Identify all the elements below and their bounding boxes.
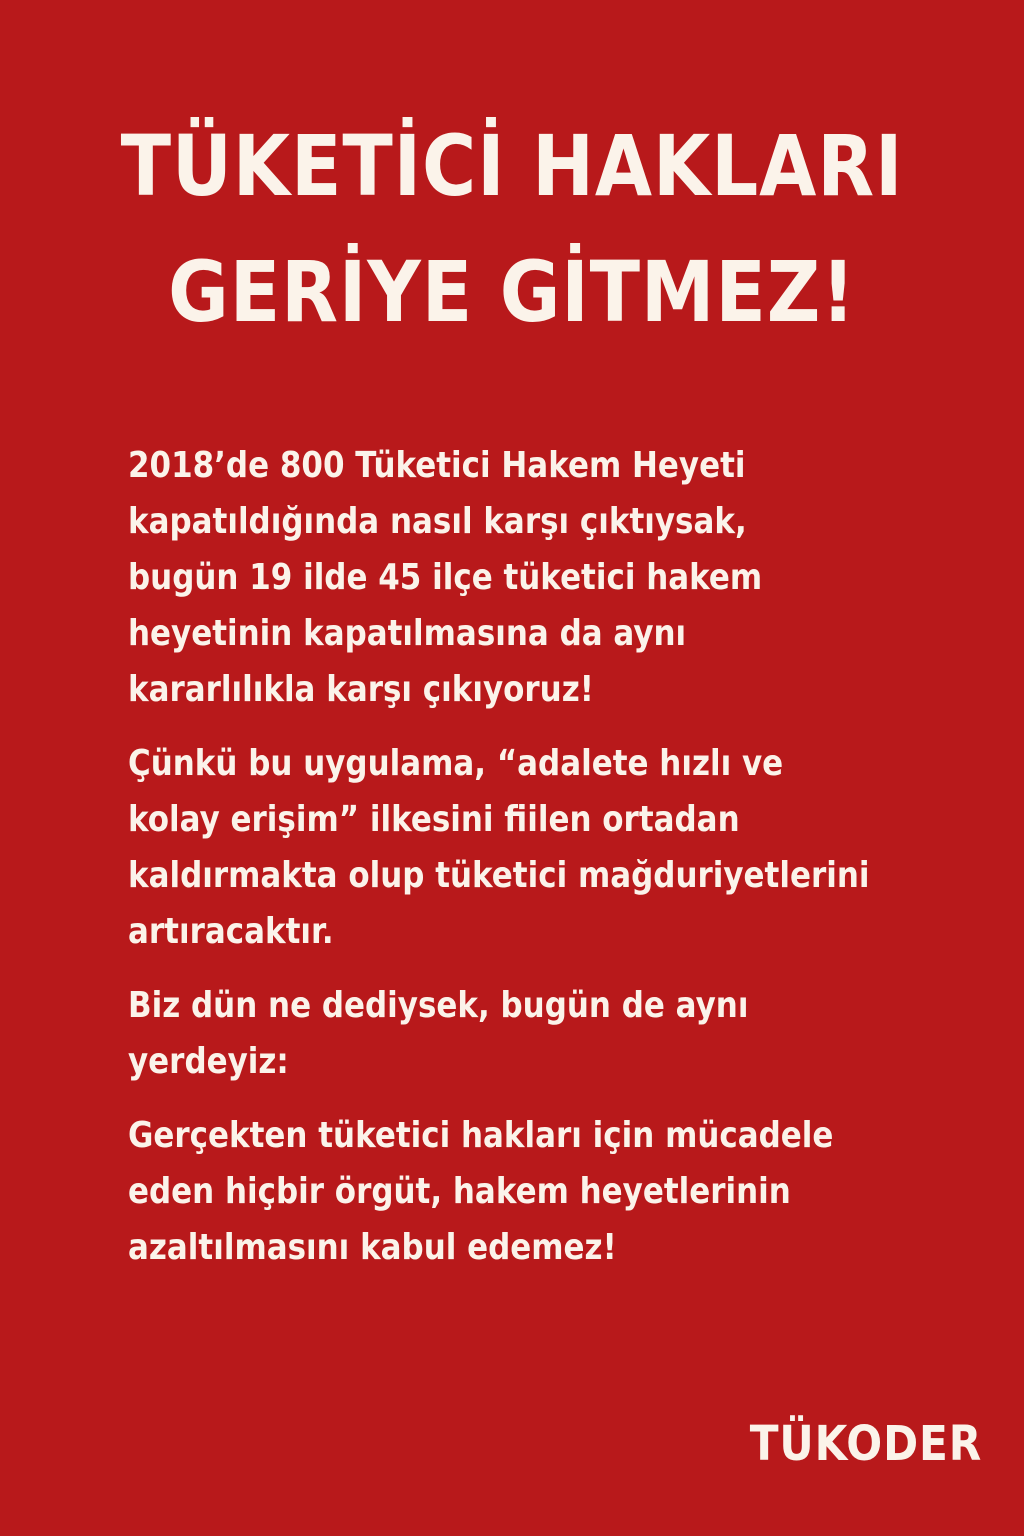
paragraph-2-line-4: artıracaktır. <box>128 911 334 952</box>
poster-title <box>0 118 1024 340</box>
paragraph-2-line-2: kolay erişim” ilkesini fiilen ortadan <box>128 799 740 840</box>
title-line-2: GERİYE GİTMEZ! <box>168 243 856 341</box>
paragraph-1-line-3: bugün 19 ilde 45 ilçe tüketici hakem <box>128 557 763 598</box>
paragraph-1-line-1: 2018’de 800 Tüketici Hakem Heyeti <box>128 445 746 486</box>
paragraph-2 <box>128 736 988 960</box>
poster-body <box>128 438 988 1294</box>
paragraph-1-line-4: heyetinin kapatılmasına da aynı <box>128 613 687 654</box>
paragraph-3 <box>128 978 988 1090</box>
paragraph-4-line-3: azaltılmasını kabul edemez! <box>128 1227 617 1268</box>
paragraph-1 <box>128 438 988 718</box>
brand-signature: TÜKODER <box>749 1416 982 1472</box>
paragraph-3-line-2: yerdeyiz: <box>128 1041 289 1082</box>
paragraph-4 <box>128 1108 988 1276</box>
paragraph-4-line-2: eden hiçbir örgüt, hakem heyetlerinin <box>128 1171 791 1212</box>
paragraph-3-line-1: Biz dün ne dediysek, bugün de aynı <box>128 985 749 1026</box>
title-line-1: TÜKETİCİ HAKLARI <box>120 117 904 215</box>
paragraph-2-line-3: kaldırmakta olup tüketici mağduriyetlerini <box>128 855 870 896</box>
paragraph-1-line-5: kararlılıkla karşı çıkıyoruz! <box>128 669 594 710</box>
paragraph-1-line-2: kapatıldığında nasıl karşı çıktıysak, <box>128 501 747 542</box>
paragraph-4-line-1: Gerçekten tüketici hakları için mücadele <box>128 1115 834 1156</box>
paragraph-2-line-1: Çünkü bu uygulama, “adalete hızlı ve <box>128 743 784 784</box>
